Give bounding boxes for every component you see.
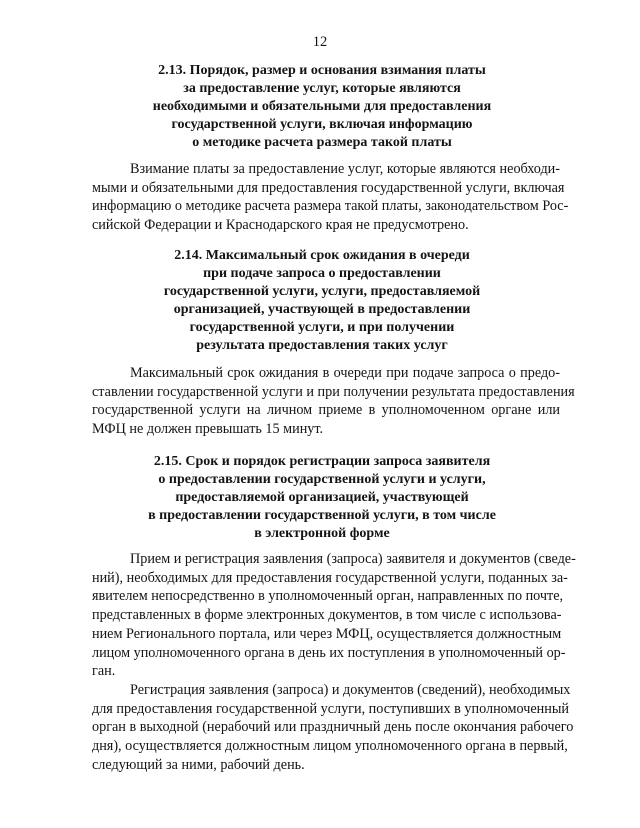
paragraph-line: орган в выходной (нерабочий или праздничный день после окончания рабочего [92, 719, 574, 736]
heading-line: о предоставлении государственной услуги и услуги, [158, 472, 486, 487]
paragraph-line: дня), осуществляется должностным лицом уполномоченного органа в первый, [92, 738, 568, 755]
section-2-15-paragraph-1 [92, 550, 576, 681]
heading-line: о методике расчета размера такой платы [192, 135, 452, 150]
paragraph-line: мыми и обязательными для предоставления государственной услуги, включая [92, 179, 565, 196]
heading-line: в электронной форме [254, 526, 390, 541]
paragraph-line: ставлении государственной услуги и при получении результата предоставления [92, 383, 575, 400]
heading-line: результата предоставления таких услуг [196, 338, 448, 353]
heading-line: государственной услуги, включая информацию [171, 117, 473, 132]
heading-line: государственной услуги, и при получении [189, 320, 455, 335]
paragraph-line: сийской Федерации и Краснодарского края не предусмотрено. [92, 217, 469, 234]
heading-line: государственной услуги, услуги, предоставляемой [163, 284, 481, 299]
paragraph-line: для предоставления государственной услуги, поступивших в уполномоченный [92, 700, 569, 717]
heading-line: необходимыми и обязательными для предоставления [152, 99, 492, 114]
paragraph-line: Взимание платы за предоставление услуг, которые являются необходи- [130, 161, 560, 177]
heading-line: при подаче запроса о предоставлении [203, 266, 441, 281]
section-2-15-paragraph-2 [92, 681, 574, 775]
paragraph-line: явителем непосредственно в уполномоченный орган, направленных по почте, [92, 588, 564, 605]
paragraph-line: представленных в форме электронных документов, в том числе с использова- [92, 607, 562, 624]
heading-line: 2.13. Порядок, размер и основания взимания платы [158, 63, 486, 78]
section-heading-2-15 [92, 453, 552, 543]
paragraph-line: следующий за ними, рабочий день. [92, 756, 305, 773]
paragraph-line: лицом уполномоченного органа в день их поступления в уполномоченный ор- [92, 644, 566, 661]
heading-line: предоставляемой организацией, участвующей [175, 490, 469, 505]
section-heading-2-14 [92, 247, 552, 355]
section-2-13-paragraph [92, 160, 569, 235]
page-number: 12 [312, 34, 328, 50]
heading-line: за предоставление услуг, которые являются [183, 81, 461, 96]
paragraph-line: государственной услуги на личном приеме в уполномоченном органе или [92, 402, 560, 419]
paragraph-line: Максимальный срок ожидания в очереди при подаче запроса о предо- [130, 365, 560, 381]
paragraph-line: ний), необходимых для предоставления государственной услуги, поданных за- [92, 569, 568, 586]
paragraph-line: нием Регионального портала, или через МФЦ, осуществляется должностным [92, 625, 562, 642]
heading-line: организацией, участвующей в предоставлении [173, 302, 471, 317]
paragraph-line: ган. [92, 663, 116, 680]
paragraph-line: МФЦ не должен превышать 15 минут. [92, 421, 324, 438]
heading-line: в предоставлении государственной услуги, в том числе [148, 508, 496, 523]
paragraph-line: Регистрация заявления (запроса) и документов (сведений), необходимых [130, 682, 571, 698]
paragraph-line: Прием и регистрация заявления (запроса) заявителя и документов (сведе- [130, 551, 576, 567]
heading-line: 2.15. Срок и порядок регистрации запроса заявителя [153, 454, 491, 469]
heading-line: 2.14. Максимальный срок ожидания в очереди [174, 248, 470, 263]
section-heading-2-13 [92, 62, 552, 152]
paragraph-line: информацию о методике расчета размера такой платы, законодательством Рос- [92, 198, 569, 215]
section-2-14-paragraph [92, 364, 575, 439]
